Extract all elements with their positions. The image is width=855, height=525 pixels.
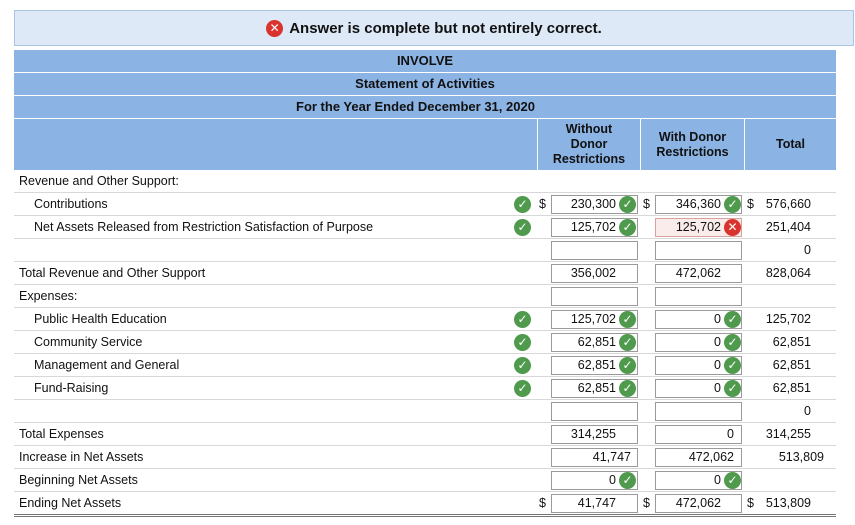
with-blank1-input[interactable] [655,241,742,260]
dollar-sign: $ [539,496,546,510]
total-community-value: 62,851 [772,335,811,349]
without-beginning-value: 0 [609,473,616,487]
statement-period: For the Year Ended December 31, 2020 [296,99,535,114]
total-contributions-value: 576,660 [765,197,811,211]
with-public-health-value: 0 [714,312,721,326]
check-icon: ✓ [514,357,531,374]
without-management-value: 62,851 [577,358,616,372]
row-label: Net Assets Released from Restriction Satisfaction of Purpose [34,220,374,234]
check-icon: ✓ [724,472,741,489]
table-row [14,492,836,517]
statement-title: Statement of Activities [355,76,495,91]
without-fundraising-value: 62,851 [577,381,616,395]
col-with-donor: With Donor Restrictions [640,119,744,170]
without-blank1-input[interactable] [551,241,638,260]
total-ending-value: 513,809 [765,496,811,510]
statement-title-header [14,73,836,96]
row-label: Total Revenue and Other Support [19,266,206,280]
table-row [14,308,836,331]
with-exp-header-input[interactable] [655,287,742,306]
table-row [14,285,836,308]
with-fundraising-value: 0 [714,381,721,395]
check-icon: ✓ [724,311,741,328]
table-row [14,377,836,400]
check-icon: ✓ [514,380,531,397]
check-icon: ✓ [619,219,636,236]
without-contributions-value: 230,300 [570,197,616,211]
with-total-revenue-value: 472,062 [675,266,721,280]
row-label: Management and General [34,358,180,372]
total-management-value: 62,851 [772,358,811,372]
table-row [14,170,836,193]
total-released-value: 251,404 [765,220,811,234]
row-label: Total Expenses [19,427,104,441]
row-label: Revenue and Other Support: [19,174,179,188]
row-label: Community Service [34,335,143,349]
table-row [14,331,836,354]
with-released-value: 125,702 [675,220,721,234]
check-icon: ✓ [724,196,741,213]
with-community-value: 0 [714,335,721,349]
feedback-banner [14,10,854,46]
row-label: Ending Net Assets [19,496,122,510]
with-increase-value: 472,062 [688,450,734,464]
total-total-revenue-value: 828,064 [765,266,811,280]
without-released-value: 125,702 [570,220,616,234]
table-row [14,216,836,239]
column-headers [14,119,836,170]
table-row [14,193,836,216]
check-icon: ✓ [619,357,636,374]
check-icon: ✓ [724,334,741,351]
row-label: Public Health Education [34,312,167,326]
with-total-expenses-value: 0 [727,427,734,441]
check-icon: ✓ [514,219,531,236]
row-label: Increase in Net Assets [19,450,144,464]
feedback-text: Answer is complete but not entirely correct. [289,19,602,37]
table-row [14,239,836,262]
dollar-sign: $ [643,496,650,510]
col-total: Total [744,119,836,170]
dollar-sign: $ [747,496,754,510]
company-header [14,50,836,73]
dollar-sign: $ [539,197,546,211]
table-row [14,262,836,285]
without-ending-value: 41,747 [577,496,616,510]
total-blank1-value: 0 [804,243,811,257]
check-icon: ✓ [619,334,636,351]
dollar-sign: $ [643,197,650,211]
without-blank2-input[interactable] [551,402,638,421]
table-row [14,423,836,446]
check-icon: ✓ [514,311,531,328]
row-label: Fund-Raising [34,381,109,395]
check-icon: ✓ [724,380,741,397]
with-blank2-input[interactable] [655,402,742,421]
check-icon: ✓ [724,357,741,374]
table-row [14,446,836,469]
company-name: INVOLVE [396,53,454,68]
total-blank2-value: 0 [804,404,811,418]
without-total-expenses-value: 314,255 [570,427,616,441]
x-circle-icon: ✕ [724,219,741,236]
without-community-value: 62,851 [577,335,616,349]
without-increase-value: 41,747 [592,450,631,464]
col-without-donor: Without Donor Restrictions [537,119,640,170]
total-increase-value: 513,809 [778,450,824,464]
with-ending-value: 472,062 [675,496,721,510]
without-public-health-value: 125,702 [570,312,616,326]
dollar-sign: $ [747,197,754,211]
total-total-expenses-value: 314,255 [765,427,811,441]
row-label: Expenses: [19,289,78,303]
without-exp-header-input[interactable] [551,287,638,306]
with-contributions-value: 346,360 [675,197,721,211]
check-icon: ✓ [619,196,636,213]
with-beginning-value: 0 [714,473,721,487]
row-label: Contributions [34,197,108,211]
table-row [14,469,836,492]
x-circle-icon: ✕ [266,20,283,37]
check-icon: ✓ [619,472,636,489]
table-row [14,400,836,423]
row-label: Beginning Net Assets [19,473,138,487]
total-fundraising-value: 62,851 [772,381,811,395]
with-management-value: 0 [714,358,721,372]
period-header [14,96,836,119]
without-total-revenue-value: 356,002 [570,266,616,280]
check-icon: ✓ [619,311,636,328]
table-row [14,354,836,377]
check-icon: ✓ [514,196,531,213]
total-public-health-value: 125,702 [765,312,811,326]
check-icon: ✓ [514,334,531,351]
check-icon: ✓ [619,380,636,397]
